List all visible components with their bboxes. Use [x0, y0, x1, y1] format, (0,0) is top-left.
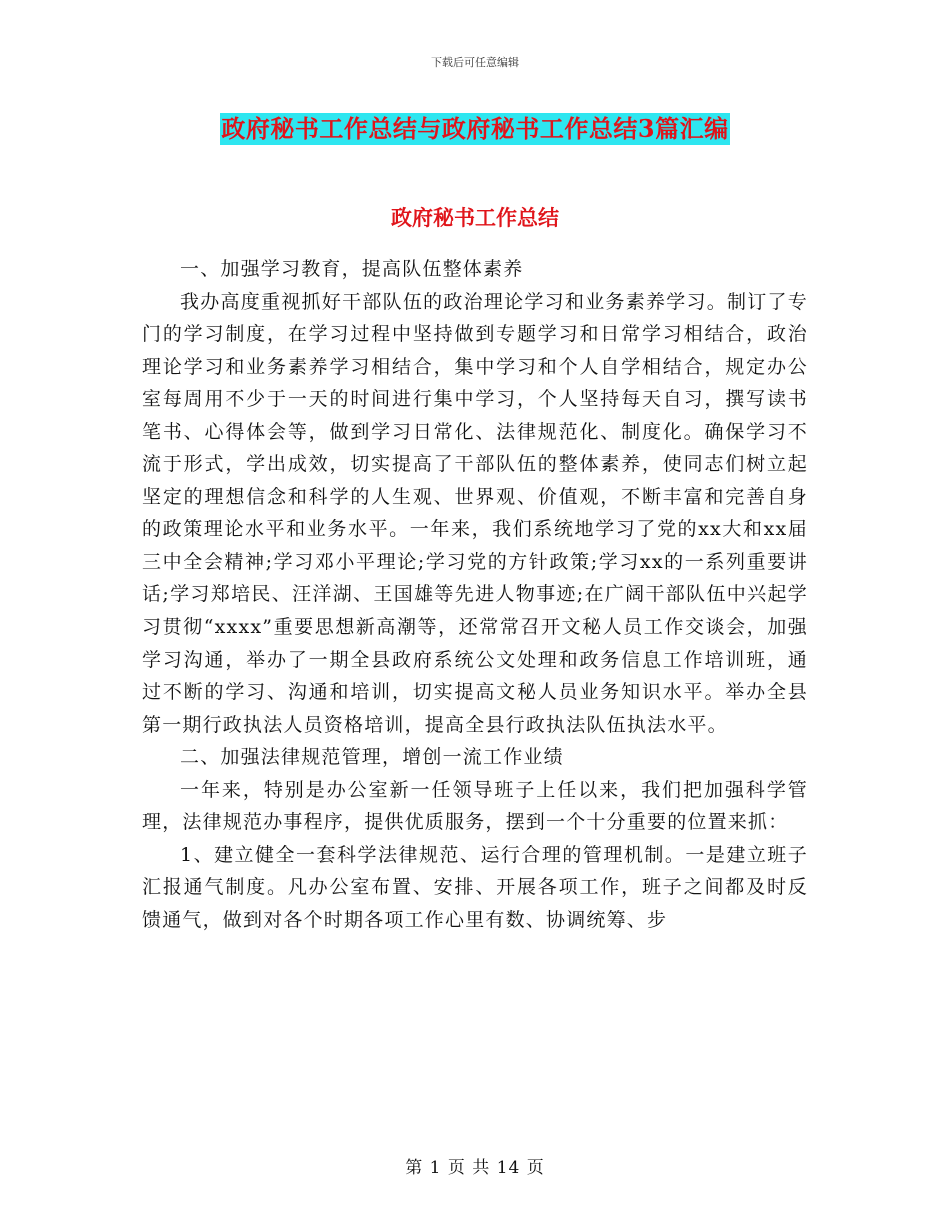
document-title — [0, 113, 950, 148]
document-body — [142, 221, 808, 936]
header-note: 下载后可任意编辑 — [431, 56, 519, 69]
page-footer: 第 1 页 共 14 页 — [405, 1158, 545, 1178]
paragraph: 1、建立健全一套科学法律规范、运行合理的管理机制。一是建立班子汇报通气制度。凡办公室布置、安排、开展各项工作，班子之间都及时反馈通气，做到对各个时期各项工作心里有数、协调统筹、步 — [142, 843, 808, 931]
document-title-text: 政府秘书工作总结与政府秘书工作总结3篇汇编 — [221, 114, 729, 143]
section-title: 政府秘书工作总结 — [391, 205, 559, 230]
paragraph-heading-2: 二、加强法律规范管理，增创一流工作业绩 — [180, 746, 564, 769]
paragraph: 我办高度重视抓好干部队伍的政治理论学习和业务素养学习。制订了专门的学习制度，在学习过程中坚持做到专题学习和日常学习相结合，政治理论学习和业务素养学习相结合，集中学习和个人自学相结合，规定办公室每周用不少于一天的时间进行集中学习，个人坚持每天自习，撰写读书笔书、心得体会等，做到学习日常化、法律规范化、制度化。确保学习不流于形式，学出成效，切实提高了干部队伍的整体素养，使同志们树立起坚定的理想信念和科学的人生观、世界观、价值观，不断丰富和完善自身的政策理论水平和业务水平。一年来，我们系统地学习了党的xx大和xx届三中全会精神;学习邓小平理论;学习党的方针政策;学习xx的一系列重要讲话;学习郑培民、汪洋湖、王国雄等先进人物事迹;在广阔干部队伍中兴起学习贯彻“xxxx”重要思想新高潮等，还常常召开文秘人员工作交谈会，加强学习沟通，举办了一期全县政府系统公文处理和政务信息工作培训班，通过不断的学习、沟通和培训，切实提高文秘人员业务知识水平。举办全县第一期行政执法人员资格培训，提高全县行政执法队伍执法水平。 — [142, 290, 808, 736]
paragraph: 一年来，特别是办公室新一任领导班子上任以来，我们把加强科学管理，法律规范办事程序，提供优质服务，摆到一个十分重要的位置来抓： — [142, 778, 808, 834]
paragraph-heading-1: 一、加强学习教育，提高队伍整体素养 — [180, 258, 524, 280]
